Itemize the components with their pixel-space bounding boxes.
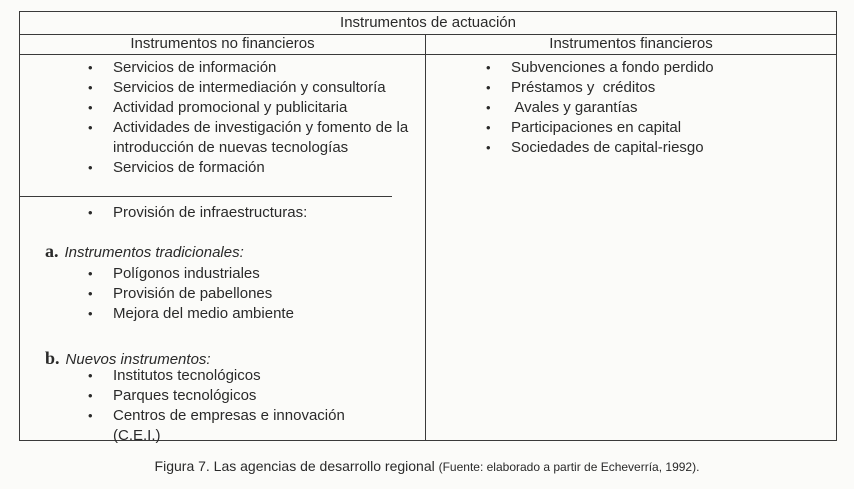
list-item: • Actividad promocional y publicitaria (20, 98, 425, 118)
table-body-row (20, 55, 836, 444)
list-item: • Participaciones en capital (426, 118, 836, 138)
list-item: • Avales y garantías (426, 98, 836, 118)
figure-caption (0, 458, 854, 474)
table-header-row (20, 35, 836, 55)
list-item: • Servicios de formación (20, 158, 425, 178)
subsection-letter: a. (45, 241, 59, 261)
caption-main: Figura 7. Las agencias de desarrollo regional (154, 458, 435, 474)
subsection-letter: b. (45, 348, 60, 368)
new-instruments-list (20, 366, 425, 446)
instruments-table (19, 11, 837, 444)
financial-list (426, 58, 836, 158)
financial-column (426, 55, 836, 441)
caption-source: (Fuente: elaborado a partir de Echeverría, 1992). (438, 460, 700, 474)
header-non-financial: Instrumentos no financieros (20, 35, 426, 54)
subsection-a-heading (45, 241, 244, 263)
list-item: • Préstamos y créditos (426, 78, 836, 98)
section-divider (20, 196, 392, 197)
subsection-title: Instrumentos tradicionales: (64, 244, 244, 261)
non-financial-column (20, 55, 426, 444)
header-financial: Instrumentos financieros (549, 35, 713, 52)
subsection-title: Nuevos instrumentos: (65, 351, 211, 368)
list-item: • Parques tecnológicos (20, 386, 425, 406)
list-item: • Sociedades de capital-riesgo (426, 138, 836, 158)
list-item: • Institutos tecnológicos (20, 366, 425, 386)
list-item: • Provisión de infraestructuras: (20, 203, 425, 223)
list-item: • Provisión de pabellones (20, 284, 425, 304)
list-item: • Mejora del medio ambiente (20, 304, 425, 324)
list-item: • Subvenciones a fondo perdido (426, 58, 836, 78)
traditional-instruments-list (20, 264, 425, 324)
list-item: • Polígonos industriales (20, 264, 425, 284)
infrastructure-list (20, 203, 425, 223)
table-title: Instrumentos de actuación (20, 12, 836, 35)
list-item: • Servicios de información (20, 58, 425, 78)
list-item: • Centros de empresas e innovación (C.E.I.) (20, 406, 425, 446)
list-item: • Servicios de intermediación y consultoría (20, 78, 425, 98)
non-financial-list (20, 58, 425, 178)
list-item: • Actividades de investigación y fomento de la introducción de nuevas tecnologías (20, 118, 425, 158)
